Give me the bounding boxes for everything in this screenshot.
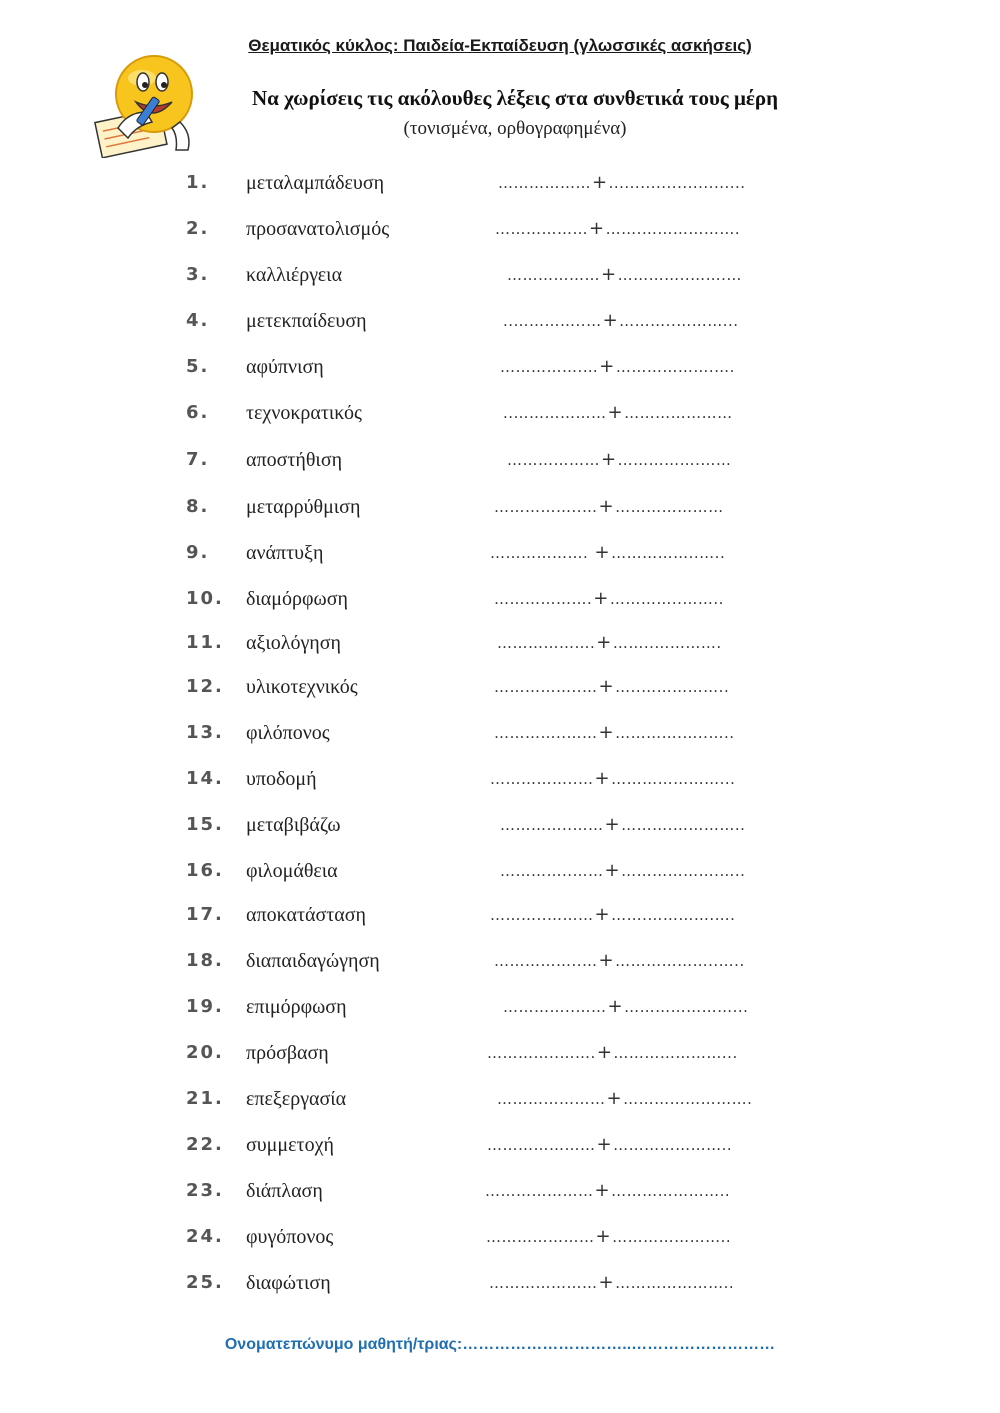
item-number: 4. xyxy=(186,310,210,331)
answer-blank[interactable] xyxy=(503,402,733,423)
first-part-blank[interactable]: ………..……… xyxy=(490,906,594,924)
answer-blank[interactable] xyxy=(500,860,745,881)
topic-header: Θεματικός κύκλος: Παιδεία-Εκπαίδευση (γλωσσικές ασκήσεις) xyxy=(248,36,752,55)
compound-word: ανάπτυξη xyxy=(246,542,324,564)
second-part-blank[interactable]: ……….………….. xyxy=(621,816,746,834)
second-part-blank[interactable]: ………………… xyxy=(615,498,724,516)
answer-blank[interactable] xyxy=(487,1134,732,1155)
exercise-item xyxy=(0,716,1000,756)
compound-word: μεταβιβάζω xyxy=(246,814,341,836)
item-number: 10. xyxy=(186,588,224,609)
second-part-blank[interactable]: ………………….. xyxy=(613,1136,733,1154)
first-part-blank[interactable]: ……………..… xyxy=(490,770,594,788)
first-part-blank[interactable]: ………………… xyxy=(487,1136,596,1154)
first-part-blank[interactable]: ……………… xyxy=(507,451,600,469)
second-part-blank[interactable]: …….………………. xyxy=(605,220,741,238)
exercise-item xyxy=(0,854,1000,894)
answer-blank[interactable] xyxy=(490,904,735,925)
second-part-blank[interactable]: ……..…………. xyxy=(612,634,722,652)
first-part-blank[interactable]: …………..…… xyxy=(503,998,607,1016)
second-part-blank[interactable]: …..…………….. xyxy=(615,678,730,696)
answer-blank[interactable] xyxy=(489,1272,734,1293)
exercise-item xyxy=(0,1082,1000,1122)
exercise-item xyxy=(0,212,1000,252)
first-part-blank[interactable]: …………….… xyxy=(500,358,599,376)
second-part-blank[interactable]: ………………….. xyxy=(615,1274,735,1292)
item-number: 11. xyxy=(186,632,224,653)
first-part-blank[interactable]: ……………..… xyxy=(494,678,598,696)
first-part-blank[interactable]: ..……………… xyxy=(503,404,607,422)
first-part-blank[interactable]: ………………… xyxy=(485,1182,594,1200)
exercise-item xyxy=(0,304,1000,344)
compound-word: φυγόπονος xyxy=(246,1226,334,1248)
compound-word: υποδομή xyxy=(246,768,317,790)
item-number: 13. xyxy=(186,722,224,743)
answer-blank[interactable] xyxy=(490,768,735,789)
answer-blank[interactable] xyxy=(507,449,731,470)
first-part-blank[interactable]: ………………… xyxy=(486,1228,595,1246)
compound-word: αποκατάσταση xyxy=(246,904,367,926)
answer-blank[interactable] xyxy=(507,264,742,285)
exercise-item xyxy=(0,944,1000,984)
answer-blank[interactable] xyxy=(497,1088,752,1109)
plus-sign: + xyxy=(607,996,624,1017)
compound-word: καλλιέργεια xyxy=(246,264,343,286)
second-part-blank[interactable]: ……………….…. xyxy=(615,358,735,376)
answer-blank[interactable] xyxy=(485,1180,730,1201)
exercise-item xyxy=(0,490,1000,530)
plus-sign: + xyxy=(601,449,617,470)
second-part-blank[interactable]: .......................... xyxy=(608,174,746,192)
exercise-item xyxy=(0,808,1000,848)
item-number: 2. xyxy=(186,218,210,239)
first-part-blank[interactable]: ..…………..… xyxy=(503,312,602,330)
plus-sign: + xyxy=(602,310,619,331)
plus-sign: + xyxy=(601,264,617,285)
instruction-subtitle: (τονισμένα, ορθογραφημένα) xyxy=(403,118,627,139)
first-part-blank[interactable]: ……………..… xyxy=(494,952,598,970)
answer-blank[interactable] xyxy=(498,172,746,193)
answer-blank[interactable] xyxy=(494,496,724,517)
item-number: 15. xyxy=(186,814,224,835)
compound-word: αποστήθιση xyxy=(246,449,343,471)
item-number: 9. xyxy=(186,542,210,563)
second-part-blank[interactable]: ………………….. xyxy=(611,1182,731,1200)
plus-sign: + xyxy=(598,496,615,517)
answer-blank[interactable] xyxy=(494,950,745,971)
compound-word: φιλόπονος xyxy=(246,722,330,744)
exercise-item xyxy=(0,670,1000,710)
second-part-blank[interactable]: ………..………... xyxy=(619,312,739,330)
plus-sign: + xyxy=(606,1088,623,1109)
answer-blank[interactable] xyxy=(487,1042,738,1063)
item-number: 5. xyxy=(186,356,210,377)
second-part-blank[interactable]: …………..…….… xyxy=(617,266,742,284)
item-number: 17. xyxy=(186,904,224,925)
second-part-blank[interactable]: ……………..….. xyxy=(611,544,726,562)
compound-word: υλικοτεχνικός xyxy=(246,676,358,698)
compound-word: αφύπνιση xyxy=(246,356,324,378)
plus-sign: + xyxy=(593,588,609,609)
item-number: 21. xyxy=(186,1088,224,1109)
answer-blank[interactable] xyxy=(494,722,734,743)
second-part-blank[interactable]: …………..…….. xyxy=(609,590,724,608)
compound-word: διάπλαση xyxy=(246,1180,323,1202)
exercise-item xyxy=(0,1128,1000,1168)
answer-blank[interactable] xyxy=(495,218,740,239)
first-part-blank[interactable]: ……………… xyxy=(495,220,588,238)
plus-sign: + xyxy=(598,950,615,971)
compound-word: φιλομάθεια xyxy=(246,860,338,882)
plus-sign: + xyxy=(589,218,605,239)
instruction-heading: Να χωρίσεις τις ακόλουθες λέξεις στα συνθετικά τους μέρη xyxy=(251,86,779,110)
exercise-item xyxy=(0,536,1000,576)
item-number: 18. xyxy=(186,950,224,971)
compound-word: διαφώτιση xyxy=(246,1272,331,1294)
item-number: 25. xyxy=(186,1272,224,1293)
answer-blank[interactable] xyxy=(494,676,729,697)
plus-sign: + xyxy=(598,1272,615,1293)
item-number: 8. xyxy=(186,496,210,517)
item-number: 19. xyxy=(186,996,224,1017)
answer-blank[interactable] xyxy=(503,996,748,1017)
smiley-writing-icon xyxy=(88,52,200,158)
plus-sign: + xyxy=(604,860,621,881)
plus-sign: + xyxy=(594,904,611,925)
exercise-item xyxy=(0,1036,1000,1076)
answer-blank[interactable] xyxy=(497,632,722,653)
plus-sign: + xyxy=(604,814,621,835)
plus-sign: + xyxy=(607,402,624,423)
item-number: 1. xyxy=(186,172,210,193)
exercise-item xyxy=(0,166,1000,206)
item-number: 16. xyxy=(186,860,224,881)
plus-sign: + xyxy=(598,676,615,697)
plus-sign: + xyxy=(594,1180,611,1201)
first-part-blank[interactable]: …………..…… xyxy=(500,816,604,834)
second-part-blank[interactable]: …………….…… xyxy=(617,451,732,469)
answer-blank[interactable] xyxy=(494,588,724,609)
student-name-field[interactable]: Ονοματεπώνυμο μαθητή/τριας:…………………………..……………………… xyxy=(224,1336,776,1353)
first-part-blank[interactable]: ………………. xyxy=(497,634,596,652)
second-part-blank[interactable]: ………….…..….. xyxy=(615,724,735,742)
first-part-blank[interactable]: ……………… xyxy=(498,174,591,192)
exercise-item xyxy=(0,443,1000,483)
exercise-item xyxy=(0,1266,1000,1306)
answer-blank[interactable] xyxy=(486,1226,731,1247)
compound-word: διαμόρφωση xyxy=(246,588,348,610)
answer-blank[interactable] xyxy=(500,814,745,835)
compound-word: προσανατολισμός xyxy=(246,218,390,240)
compound-word: πρόσβαση xyxy=(246,1042,329,1064)
item-number: 23. xyxy=(186,1180,224,1201)
second-part-blank[interactable]: …………………... xyxy=(624,998,749,1016)
second-part-blank[interactable]: ………………… xyxy=(624,404,733,422)
second-part-blank[interactable]: ……………….….. xyxy=(621,862,746,880)
second-part-blank[interactable]: ………………..….. xyxy=(615,952,745,970)
item-number: 6. xyxy=(186,402,210,423)
compound-word: τεχνοκρατικός xyxy=(246,402,362,424)
first-part-blank[interactable]: …………..……. xyxy=(487,1044,596,1062)
exercise-item xyxy=(0,582,1000,622)
first-part-blank[interactable]: ………………… xyxy=(497,1090,606,1108)
first-part-blank[interactable]: ……………… xyxy=(507,266,600,284)
exercise-item xyxy=(0,898,1000,938)
exercise-item xyxy=(0,350,1000,390)
item-number: 24. xyxy=(186,1226,224,1247)
item-number: 14. xyxy=(186,768,224,789)
answer-blank[interactable] xyxy=(500,356,735,377)
answer-blank[interactable] xyxy=(490,542,725,563)
first-part-blank[interactable]: ………………. xyxy=(494,590,593,608)
first-part-blank[interactable]: ………………. xyxy=(490,544,594,562)
second-part-blank[interactable]: …….………….…. xyxy=(611,906,736,924)
plus-sign: + xyxy=(598,722,615,743)
item-number: 20. xyxy=(186,1042,224,1063)
item-number: 7. xyxy=(186,449,210,470)
plus-sign: + xyxy=(596,1042,613,1063)
item-number: 22. xyxy=(186,1134,224,1155)
item-number: 12. xyxy=(186,676,224,697)
compound-word: διαπαιδαγώγηση xyxy=(246,950,380,972)
plus-sign: + xyxy=(595,1226,612,1247)
compound-word: συμμετοχή xyxy=(246,1134,334,1156)
plus-sign: + xyxy=(599,356,615,377)
exercise-item xyxy=(0,990,1000,1030)
plus-sign: + xyxy=(596,1134,613,1155)
compound-word: αξιολόγηση xyxy=(246,632,342,654)
plus-sign: + xyxy=(592,172,608,193)
plus-sign: + xyxy=(594,768,611,789)
first-part-blank[interactable]: …………..…… xyxy=(494,724,598,742)
first-part-blank[interactable]: ……………..… xyxy=(494,498,598,516)
exercise-item xyxy=(0,762,1000,802)
second-part-blank[interactable]: …………………... xyxy=(611,770,736,788)
exercise-item xyxy=(0,396,1000,436)
answer-blank[interactable] xyxy=(503,310,739,331)
second-part-blank[interactable]: ……………………. xyxy=(623,1090,753,1108)
compound-word: επεξεργασία xyxy=(246,1088,347,1110)
compound-word: μετεκπαίδευση xyxy=(246,310,367,332)
exercise-item xyxy=(0,258,1000,298)
plus-sign: + xyxy=(594,542,611,563)
exercise-item xyxy=(0,1220,1000,1260)
exercise-item xyxy=(0,626,1000,666)
compound-word: μεταρρύθμιση xyxy=(246,496,361,518)
exercise-item xyxy=(0,1174,1000,1214)
first-part-blank[interactable]: ………………… xyxy=(489,1274,598,1292)
first-part-blank[interactable]: …………..…… xyxy=(500,862,604,880)
item-number: 3. xyxy=(186,264,210,285)
compound-word: μεταλαμπάδευση xyxy=(246,172,385,194)
second-part-blank[interactable]: ………………….. xyxy=(612,1228,732,1246)
compound-word: επιμόρφωση xyxy=(246,996,347,1018)
second-part-blank[interactable]: …………………... xyxy=(613,1044,738,1062)
plus-sign: + xyxy=(596,632,612,653)
